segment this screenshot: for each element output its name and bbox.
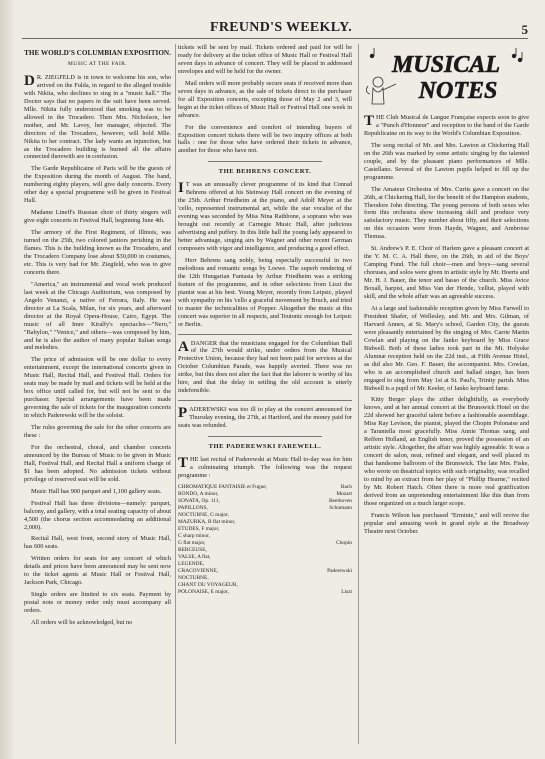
programme-work: POLONAISE, E major, [178,588,229,595]
paragraph: I T was an unusually clever programme of its kind that Conrad Behrens offered at his Steinway Hall concert on the evening of the 25th. Arthur Friedheim at the piano, and Adolf Meyer at the 'cello, represented instrumental art, while the star vocalist of the evening was seconded by Miss Nina Rathbone, a soprano who was brought out recently at Carnegie Music Hall, after judicious advertising and puffery. In this little hall the young lady appeared to better advantage, singing airs by Wagner and other recent German composers with vigor and intelligence, and producing a good effect. [178,180,352,252]
programme-item [178,554,352,561]
page-binding-edge [0,0,14,759]
programme-item [178,498,352,505]
programme-item [178,505,352,512]
paragraph: THE last recital of Paderewski at Music Hall to-day was for him a culminating triumph. The following was the request programme : [178,454,352,479]
column-left [24,44,171,631]
paragraph: At a large and fashionable reception given by Miss Farwell to President Shafer, of Wellesley, and Mr. and Mrs. Gilman, of Harvard Annex, at St. Mary's school, Garden City, the guests were pleasantly entertained by the singing of Mrs. Carrie Martin Cowlan and playing on the Janko keyboard by Miss Grace Bidwell. Both of these ladies took part in the Mt. Holyoke Alumnæ reception held on the 22d inst., at Fifth Avenue Hotel, as did also Mr. Geo. F. Bauer, the accompanist. Mrs. Cowlan, who is an accomplished church and ballad singer, has been engaged to sing from May 1st at St. Paul's, Trinity parish. Miss Bidwell is a pupil of Mr. Keeler, of Janko keyboard fame. [364,304,529,392]
programme-work: SONATA, Op. 111, [178,497,220,504]
programme-work: C sharp minor, [178,532,210,539]
paragraph: The rules governing the sale for the other concerts are these : [24,424,171,439]
programme-item [178,568,352,575]
paragraph: The song recital of Mr. and Mrs. Lawton at Chickering Hall on the 26th was marked by some artistic singing by the talented couple, and by the pleasant piano performances of Mlle. Castellano. Several of the Lawton pupils helped to fill up the programme. [364,141,529,181]
paragraph: Written orders for seats for any concert of which details and prices have been announced may be sent now to the ticket agents at Music Hall or Festival Hall, Jackson Park, Chicago. [24,555,171,587]
programme-item [178,491,352,498]
programme-item [178,533,352,540]
article-subtitle: MUSIC AT THE FAIR. [67,61,128,67]
programme-composer: Mozart [336,490,352,497]
banner-word-notes: NOTES [418,78,498,104]
programme-item [178,484,352,491]
paragraph: ADANGER that the musicians engaged for the Columbian Ball of the 27th would strike, under orders from the Musical Protective Union, because they had not been paid for services at the October Columbian Parade, was happily averted. There was no strike, but this does not alter the fact that the laborer is worthy of his hire, and that the delay in settling the old account is utterly indefensible. [178,338,352,395]
paragraph: St. Andrew's P. E. Choir of Harlem gave a pleasant concert at the Y. M. C. A. Hall there, on the 26th, in aid of the Boys' Camping Fund. The full choir—men and boys—sang several choruses, and solos were given in artistic style by Mr. Hoerts and Mr. H. J. Bauer, the tenor and basso of the church. Miss Avice Boxall, harpist, and Miss Van der Hende, 'cellist, played with skill, and the whole affair was an agreeable success. [364,245,529,301]
drop-cap: I [178,180,184,197]
programme-composer: Liszt [341,588,352,595]
paragraph: PADEREWSKI was too ill to play at the concert announced for Thursday evening, the 27th, at Hartford, and the money paid for seats was refunded. [178,405,352,430]
recital-programme [178,484,352,596]
paragraph: The armory of the First Regiment, of Illinois, was turned on the 25th, two colored janitors perishing in the flames. This is the building known as the Trocadero, and the Trocadero Company lose about $30,000 in costumes, etc. This is very bad for Mr. Ziegfeld, who was to give concerts there. [24,229,171,276]
paragraph: THE Club Musical de Langue Française expects soon to give a "Punch d'Honneur" and reception to the band of the Garde Republicaine on its way to the World's Columbian Exposition. [364,113,529,137]
drop-cap: T [364,113,375,129]
banner-word-musical: MUSICAL [391,52,501,78]
paragraph: The Garde Republicaine of Paris will be the guests of the Exposition during the month of August. The band, numbering eighty players, will give daily concerts. Every other day a special programme will be given in Festival Hall. [24,165,171,205]
paragraph: Francis Wilson has purchased "Erminie," and will revive the popular and amusing work in grand style at the Broadway Theatre next October. [364,511,529,535]
section-rule [178,334,352,335]
programme-item [178,575,352,582]
programme-item [178,519,352,526]
paragraph: D R. ZIEGFELD is in town to welcome his son, who arrived on the Fulda, in regard to the alleged trouble with Nikita, who declines to sing in a "music hall." The Doctor says that no papers in the suit have been served. Mlle. Nikita fully understood that smoking was to be allowed in the Trocadero. Then Mrs. Nicholson, her mother, and Mr. Lavoy, her manager, objected. The directors of the Trocadero, however, will hold Mlle. Nikita to her contract. The lady wants an injunction, but as the Trocadero building is burned all the affairs connected therewith are in confusion. [24,72,171,161]
programme-work: LEGENDE, [178,560,205,567]
programme-work: NOCTURNE, G major, [178,511,229,518]
paragraph: For the convenience and comfort of intending buyers of Exposition concert tickets there will be two inquiry offices at both halls : one for those who have ordered their tickets in advance, another for those who have not. [178,123,352,155]
programme-composer: Beethoven [328,497,352,504]
programme-composer: Chopin [336,539,352,546]
paragraph: Single orders are limited to six seats. Payment by postal note or money order only must accompany all orders. [24,591,171,615]
column-divider [358,44,359,744]
paragraph: Madame Lineff's Russian choir of thirty singers will give eight concerts in Festival Hall, beginning June 4th. [24,209,171,225]
heading-behrens-concert: THE BEHRENS CONCERT. [218,168,312,176]
column-divider [175,44,176,744]
musical-notes-banner [364,46,528,110]
paragraph: Herr Behrens sang nobly, being especially successful in two melodious and romantic songs by Loewe. The superb rendering of the 12th Hungarian Fantasia by Arthur Friedheim was a striking feature of the programme, and in other selections from Liszt the pianist was at his best. Young Meyer, recently from Leipsic, played with sympathy on his 'cello a graceful movement by Bruch, and tried to master the technicalities of Popper. Altogether the music at this concert was superior in all respects, and Teutonic enough for Leipsic or Berlin. [178,256,352,328]
programme-work: RONDO, A minor, [178,490,219,497]
programme-work: CRACOVIENNE, [178,567,218,574]
paragraph: Mail orders will more probably secure seats if received more than seven days in advance, as the sale of tickets direct to the purchaser for all Exposition concerts, excepting those of May 2 and 3, will begin at the ticket offices of Music Hall or Festival Hall one week in advance. [178,79,352,119]
paragraph: Festival Hall has three divisions—namely: parquet, balcony, and gallery, with a total seating capacity of about 4,500 (the chorus section accommodating an additional 2,000). [24,499,171,531]
programme-item [178,589,352,596]
programme-work: MAZURKA, B flat minor, [178,518,236,525]
page-number: 5 [521,22,528,37]
header-rule [22,38,528,39]
paragraph: Kitty Berger plays the zither delightfully, as everybody knows, and at her annual concert at the Brunswick Hotel on the 22d showed her graceful talent before a fashionable assemblage. Miss Ray Levison, the pianist, played the Chopin Polonaise and a Tarantella most gracefully. Miss Annie Thomas sang, and Reffern Holland, an English tenor, proved the possession of an artistic style. Altogether, the affair was highly agreeable. It was a concert de salon, neat, refined and elegant, and well placed in that handsome ballroom of the Brunswick. The late Mrs. Fiske, who wrote on theatrical topics with such originality, was recalled to mind by an extract from her play of "Phillip Hearne," recited by Mr. Robert Hatch. Often there is more real gratification derived from an unpretending entertainment like this than from those organized on a much larger scope. [364,396,529,507]
column-middle [178,44,352,600]
programme-work: ETUDES, F major, [178,525,220,532]
paragraph: The price of admission will be one dollar to every entertainment, except the international concerts given in Music Hall, Recital Hall, and Festival Hall. Orders for seats may be made by mail and tickets will be held at the box office until called for, but will not be sent to the purchaser. Special arrangements have been made governing the sale of tickets for the inauguration concerts in which Paderewski will be the soloist. [24,356,171,420]
heading-paderewski-farewell: THE PADEREWSKI FAREWELL. [208,443,322,451]
programme-work: VALSE, A flat, [178,553,211,560]
programme-work: CHANT DU VOYAGEUR, [178,581,238,588]
programme-work: G flat major, [178,539,206,546]
programme-composer: Schumann [329,504,352,511]
section-rule [208,161,322,162]
programme-work: PAPILLONS, [178,504,208,511]
programme-item [178,526,352,533]
paragraph: Music Hall has 900 parquet and 1,100 gallery seats. [31,487,162,495]
programme-item [178,547,352,554]
programme-item [178,540,352,547]
paragraph: All orders will be acknowledged, but no [31,619,133,627]
paragraph: The Amateur Orchestra of Mrs. Curtis gave a concert on the 26th, at Chickering Hall, for the benefit of the Hampton students, Theodore John directing. The young persons of both sexes who form this orchestra show increasing skill and produce very satisfactory music. They number about fifty, and their selections on this occasion were from Haydn, Wagner, and Ambroise Thomas. [364,185,529,241]
column-right [364,114,529,540]
section-rule [208,436,322,437]
drop-cap: T [178,454,189,471]
programme-composer: Paderewski [327,567,352,574]
programme-item [178,561,352,568]
paragraph: For the orchestral, choral, and chamber concerts announced by the Bureau of Music to be given in Music Hall, Festival Hall, and Recital Hall a uniform charge of $1 has been adopted. No admission tickets without privilege of reserved seat will be sold. [24,443,171,483]
article-title-exposition: THE WORLD'S COLUMBIAN EXPOSITION. [24,49,171,57]
paragraph: "America," an instrumental and vocal work produced last week at the Chicago Auditorium, was composed by Angelo Venanzi, a native of Ferrara, Italy. He was director at La Scala, Milan, for six years, and afterward director at the Royal Opera-House, Cairo, Egypt. The music of all Imre Kiralfy's spectacles—"Nero," "Babylon," "Venice," and others—was composed by him, and he is also the author of many popular Italian songs and melodies. [24,280,171,352]
paragraph: Recital Hall, west front, second story of Music Hall, has 600 seats. [24,535,171,551]
programme-work: CHROMATIQUE FANTAISIE et Fugue, [178,483,268,490]
programme-composer: Bach [340,483,352,490]
paragraph: tickets will be sent by mail. Tickets ordered and paid for will be ready for delivery at the ticket office of Music Hall or Festival Hall seven days in advance of concert. They will be placed in addressed envelopes and will be held for the owner. [178,44,352,75]
programme-work: NOCTURNE, [178,574,209,581]
drop-cap: D [24,72,35,89]
programme-item [178,512,352,519]
section-rule [178,400,352,401]
programme-item [178,582,352,589]
drop-cap: P [178,405,188,422]
masthead-title: FREUND'S WEEKLY. [210,20,352,35]
programme-work: BERCEUSE, [178,546,207,553]
drop-cap: A [178,338,189,355]
